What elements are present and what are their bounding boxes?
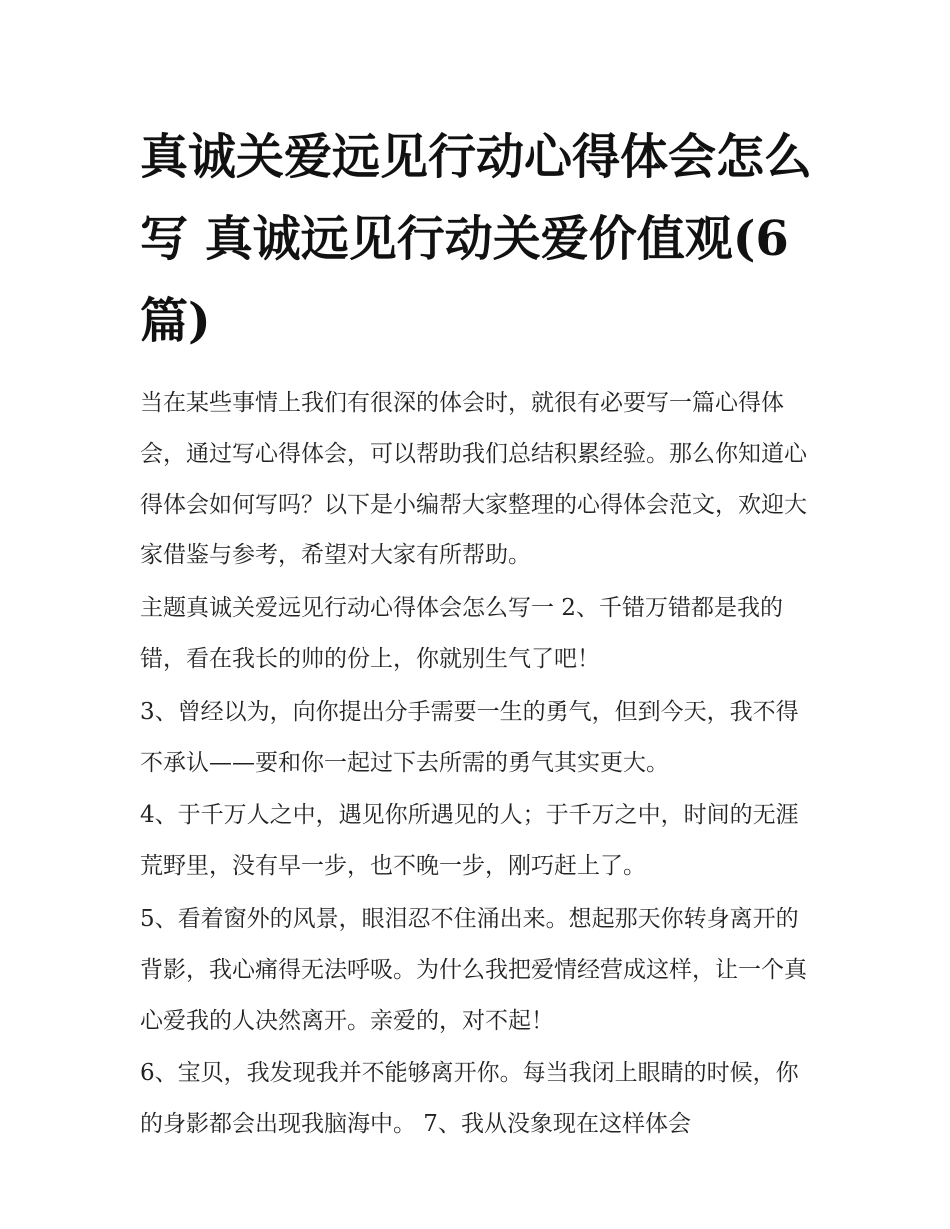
document-body [140,378,820,1150]
paragraph-item-6: 6、宝贝，我发现我并不能够离开你。每当我闭上眼睛的时候，你的身影都会出现我脑海中。 7、我从没象现在这样体会 [140,1060,799,1138]
paragraph-item-3: 3、曾经以为，向你提出分手需要一生的勇气，但到今天，我不得不承认——要和你一起过下去所需的勇气其实更大。 [140,698,799,776]
paragraph-item-4: 4、于千万人之中，遇见你所遇见的人；于千万之中，时间的无涯荒野里，没有早一步，也不晚一步，刚巧赶上了。 [140,802,799,880]
document-page [140,116,820,1150]
paragraph-intro: 当在某些事情上我们有很深的体会时，就很有必要写一篇心得体会，通过写心得体会，可以帮助我们总结积累经验。那么你知道心得体会如何写吗？以下是小编帮大家整理的心得体会范文，欢迎大家借鉴与参考，希望对大家有所帮助。 [140,390,807,569]
document-title: 真诚关爱远见行动心得体会怎么写 真诚远见行动关爱价值观(6篇) [140,129,813,349]
paragraph-item-2: 主题真诚关爱远见行动心得体会怎么写一 2、千错万错都是我的错，看在我长的帅的份上，你就别生气了吧！ [140,595,783,672]
paragraph-item-5: 5、看着窗外的风景，眼泪忍不住涌出来。想起那天你转身离开的背影，我心痛得无法呼吸。为什么我把爱情经营成这样，让一个真心爱我的人决然离开。亲爱的，对不起！ [140,905,807,1034]
